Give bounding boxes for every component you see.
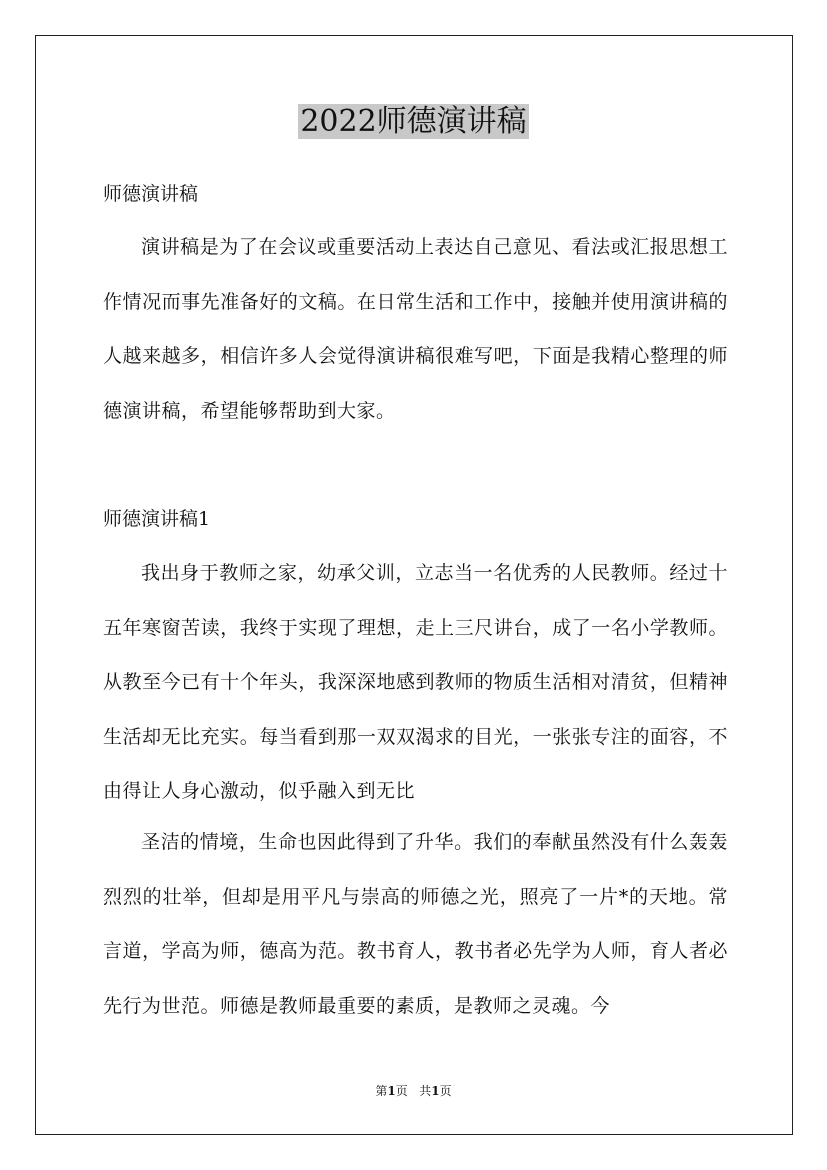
footer-prefix: 第 — [375, 1084, 388, 1098]
footer-page-number: 1 — [387, 1084, 396, 1098]
intro-paragraph: 演讲稿是为了在会议或重要活动上表达自己意见、看法或汇报思想工作情况而事先准备好的文稿。在日常生活和工作中，接触并使用演讲稿的人越来越多，相信许多人会觉得演讲稿很难写吧，下面是我精心整理的师德演讲稿，希望能够帮助到大家。 — [103, 236, 728, 422]
speech-1-paragraph-2: 圣洁的情境，生命也因此得到了升华。我们的奉献虽然没有什么轰轰烈烈的壮举，但却是用平凡与崇高的师德之光，照亮了一片*的天地。常言道，学高为师，德高为范。教书育人，教书者必先学为人师，育人者必先行为世范。师德是教师最重要的素质，是教师之灵魂。今 — [103, 831, 728, 1017]
section-heading-intro: 师德演讲稿 — [103, 183, 199, 205]
document-title-block — [0, 102, 827, 142]
speech-1-paragraph-1: 我出身于教师之家，幼承父训，立志当一名优秀的人民教师。经过十五年寒窗苦读，我终于实现了理想，走上三尺讲台，成了一名小学教师。从教至今已有十个年头，我深深地感到教师的物质生活相对清贫，但精神生活却无比充实。每当看到那一双双渴求的目光，一张张专注的面容，不由得让人身心激动，似乎融入到无比 — [103, 562, 728, 802]
footer-middle: 页 共 — [395, 1084, 432, 1098]
page-footer — [0, 1083, 827, 1099]
footer-suffix: 页 — [439, 1084, 452, 1098]
footer-total-pages: 1 — [431, 1084, 440, 1098]
section-heading-speech-1: 师德演讲稿1 — [103, 508, 211, 530]
document-title: 2022师德演讲稿 — [300, 104, 527, 139]
